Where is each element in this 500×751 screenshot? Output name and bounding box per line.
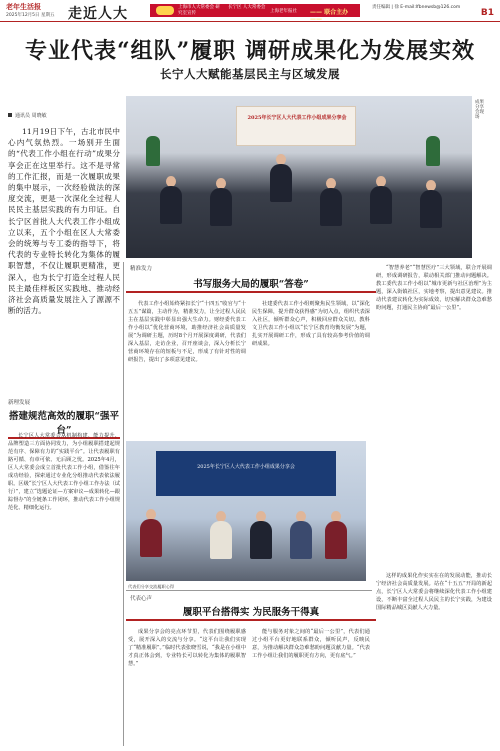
panelist (250, 521, 272, 559)
subheadline: 长宁人大赋能基层民主与区域发展 (160, 67, 340, 81)
stage-screen-text: 2025年长宁区人大代表工作小组成果分享会 (247, 115, 347, 121)
sponsor-ribbon (150, 4, 360, 23)
byline (8, 112, 47, 119)
sponsor-2: 长宁区 人大常委会 (228, 5, 266, 10)
square-bullet-icon (8, 113, 12, 117)
issue-date: 2025年12月5日 星期五 (6, 13, 55, 18)
section-2-body-col1: 代表工作小组始终紧扣长宁“十四五”收官与“十五五”谋篇，主动作为，精准发力，让全过程人民民主在基层实践中彰显出强大生命力。财经委代表工作小组以“优化营商环境，助推经济社会高质量发展”为调研主题，历时8个月开展深度调研，代表们深入基层，走访企业，召开座谈会，深入分析长宁营商环境存在的短板与不足，形成了有针对性的调研报告，提出了多项意见建议。 (128, 301, 246, 363)
speaker (270, 164, 292, 202)
title-underline (126, 619, 376, 621)
section-1-label: 新理发展 (8, 400, 31, 406)
page-header (0, 0, 500, 22)
plant-decoration (426, 136, 440, 166)
section-1-body: 长宁区人大常委会从机制构建、能力提升、品牌塑造三方面协同发力，为小组履职搭建起规范有序、保障有力的“实践平台”。让代表履职有路可循、有章可依、无后顾之忧。2025年4月，区人大常委会成立首批代表工作小组，借鉴往年成功经验，探索通过专业化分组推动代表依法履职。区级“长宁区人大代表工作小组工作办法（试行）”，建立“选题论证—方案审议—成果转化—跟踪督办”的全链条工作闭环，推动代表工作小组规范化、精细化运行。 (8, 433, 120, 511)
section-2-body-col2: 社建委代表工作小组则聚焦民生领域，以“深化民生保障，提升群众获得感”为切入点，组织代表深入社区，倾听群众心声，积极回应群众关切。教科文卫代表工作小组以“长宁区教育均衡发展”为题，扎实开展调研工作，形成了具有较高参考价值的调研成果。 (252, 301, 370, 347)
sponsor-1: 上海市人大常委会 研究室宣传 (178, 5, 220, 16)
session-screen-text: 2025年长宁区人大代表工作小组成果分享会 (197, 464, 295, 470)
top-photo-caption: 成果分享会现场 (475, 100, 484, 120)
section-2-body-col3: “智慧养老”“智慧医疗”三大领域，联合开展调研，形成调研报告，联动相关部门推动问题解决。教工委代表工作小组以“城市更新与社区治理”为主题，深入街镇社区，实地考察，提出意见建议。推动代表建议转化为实际成效，切实解决群众急难愁盼问题，打通民主协商“最后一公里”。 (376, 265, 492, 311)
title-underline (126, 291, 376, 293)
lead-paragraph: 11月19日下午，古北市民中心内气氛热烈。一场别开生面的“代表工作小组在行动”成果分享会正在这里举行。这不是寻常的工作汇报，而是一次履职成果的集中展示，一次经验做法的深度交流，更是一次深化全过程人民民主基层实践的有力印证。自长宁区首批人大代表工作小组成立以来，五个小组在区人大常委会的统筹与专工委的指导下，将代表的专业特长转化为集体的履职智慧，不仅让履职更精准，更深入，也为长宁打造全过程人民民主最佳样板区实践地、推动经济社会高质量发展注入了源源不断的活力。 (8, 127, 120, 316)
meeting-photo (126, 96, 472, 258)
panelist (210, 521, 232, 559)
panelist (290, 521, 312, 559)
page-number: B1 (480, 8, 494, 18)
headline: 专业代表“组队”履职 调研成果化为发展实效 (25, 38, 475, 64)
section-3-body-col3: 这样的成果化作实实在在的发展动能，推动长宁经济社会高质量发展。站在“十五五”开局的新起点，长宁区人大常委会将继续深化代表工作小组建设，不断丰富全过程人民民主的长宁实践，为建设国际精品城区贡献人大力量。 (376, 573, 492, 611)
column-title: 走近人大 (68, 6, 128, 22)
sharing-session-photo (126, 441, 366, 581)
emblem-icon (156, 6, 174, 15)
attendee (210, 188, 232, 226)
editor-info: 责任编辑 | 徐 E-mail:lfbnewsb@126.com (372, 5, 461, 10)
section-3-title (126, 604, 376, 621)
section-2-label: 精准发力 (130, 266, 153, 272)
column-divider (123, 262, 124, 746)
attendee (370, 186, 392, 224)
joint-host-label: —— 联合主办 —— (310, 9, 349, 23)
section-3-body-col2: 能与服务对象之间的“最后一公里”，代表们通过小组平台更好地联系群众，倾听民声，反映民意，为推动解决群众急难愁盼问题贡献力量。“代表工作小组让我们的履职更有方向，更有底气。” (252, 629, 370, 659)
section-1-title-text: 搭建规范高效的履职“强平台” (9, 411, 119, 436)
attendee (160, 186, 182, 224)
section-2-title-text: 书写服务大局的履职“答卷” (193, 279, 309, 290)
section-3-body-col1: 成果分享会的亮点环节里，代表们围绕履职感受，展开深入的交流与分享。“这平台让我们实现了“精准履职”。”临时代表张晓雪说，“我是在小组中才真正体会到，专业特长可以转化为集体的履职智慧。” (128, 629, 246, 667)
attendee (320, 188, 342, 226)
attendee (420, 190, 442, 228)
plant-decoration (146, 136, 160, 166)
section-2-title (126, 276, 376, 293)
stage-screen (236, 106, 356, 146)
section-3-label: 代表心声 (130, 596, 153, 602)
speaker (140, 519, 162, 557)
session-screen (156, 451, 336, 496)
byline-text: 通讯员 周晓敏 (15, 113, 47, 119)
mid-photo-caption: 代表们分享交流履职心得 (128, 584, 175, 589)
panelist (325, 521, 347, 559)
section-3-title-text: 履职平台搭得实 为民服务干得真 (182, 607, 320, 618)
newspaper-logo: 老年生活报 (6, 3, 41, 11)
sponsor-3: 上海老年报社 (270, 9, 297, 14)
section-divider (126, 590, 372, 591)
